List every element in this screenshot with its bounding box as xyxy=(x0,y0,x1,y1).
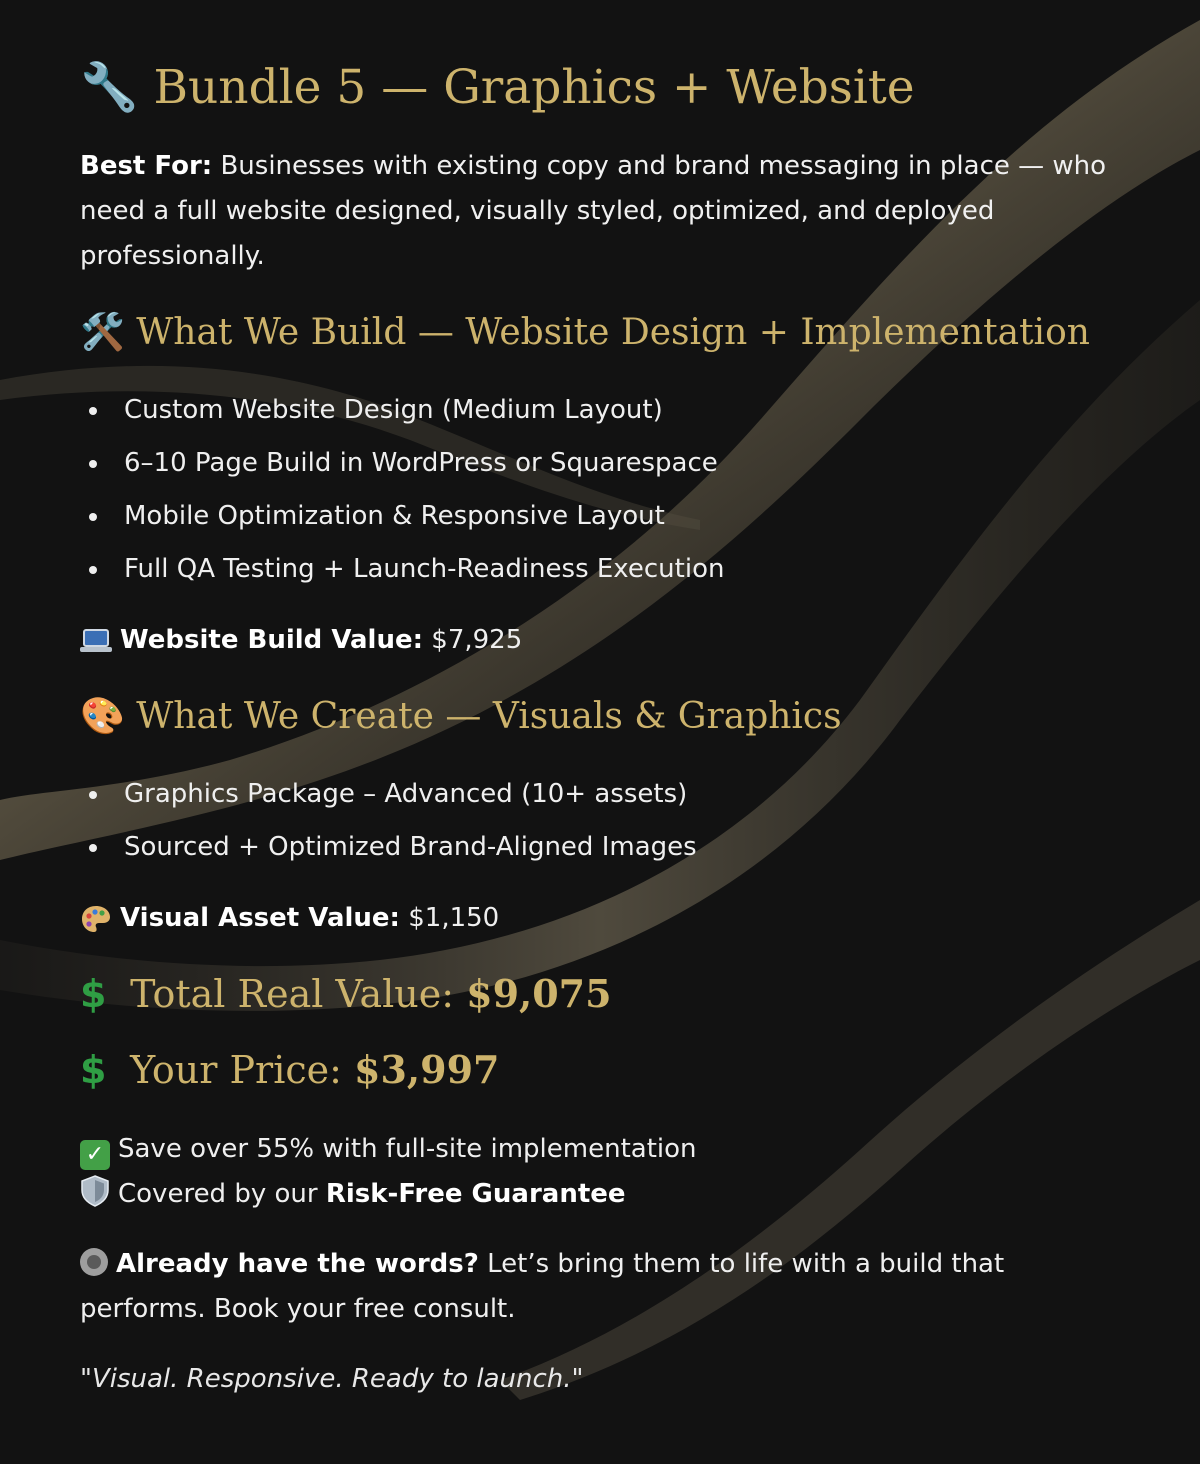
covered-text: Covered by our xyxy=(118,1179,326,1209)
savings-line xyxy=(80,1127,697,1172)
price-amount: $3,997 xyxy=(354,1047,500,1092)
cta-text: Let’s bring them to life with a build that performs. Book your free consult. xyxy=(80,1249,1005,1324)
dollar-icon: $ xyxy=(80,972,107,1016)
build-value-amount: $7,925 xyxy=(423,625,523,655)
guarantee-link: Risk-Free Guarantee xyxy=(325,1179,626,1209)
visual-asset-value xyxy=(80,896,499,940)
total-amount: $9,075 xyxy=(466,971,612,1016)
your-price xyxy=(80,1043,499,1097)
tagline-quote: "Visual. Responsive. Ready to launch." xyxy=(80,1364,584,1394)
list-item: 6–10 Page Build in WordPress or Squarespace xyxy=(80,437,724,490)
create-section-heading xyxy=(80,692,842,742)
dollar-icon: $ xyxy=(80,1048,107,1092)
visual-value-amount: $1,150 xyxy=(399,903,500,933)
website-build-value xyxy=(80,618,522,662)
palette-icon: 🎨 xyxy=(80,696,125,737)
build-list xyxy=(80,384,724,596)
hammer-wrench-icon: 🛠️ xyxy=(80,312,125,353)
cta-bold: Already have the words? xyxy=(116,1249,479,1279)
shield-icon xyxy=(80,1175,110,1207)
total-real-value xyxy=(80,967,612,1021)
check-icon: ✓ xyxy=(80,1140,110,1170)
build-value-label: Website Build Value: xyxy=(120,625,424,655)
intro-label: Best For: xyxy=(80,151,213,181)
wrench-icon: 🔧 xyxy=(80,60,139,115)
price-label: Your Price: xyxy=(130,1048,355,1092)
visual-value-label: Visual Asset Value: xyxy=(120,903,400,933)
radio-button-icon xyxy=(80,1248,108,1276)
list-item: Sourced + Optimized Brand-Aligned Images xyxy=(80,821,697,874)
intro-text: Businesses with existing copy and brand messaging in place — who need a full website designed, visually styled, optimized, and deployed professionally. xyxy=(80,151,1107,271)
laptop-icon xyxy=(80,628,112,654)
total-label: Total Real Value: xyxy=(130,972,467,1016)
guarantee-line xyxy=(80,1172,626,1217)
list-item: Custom Website Design (Medium Layout) xyxy=(80,384,724,437)
intro-paragraph xyxy=(80,144,1110,279)
list-item: Graphics Package – Advanced (10+ assets) xyxy=(80,768,697,821)
build-heading-text: What We Build — Website Design + Implementation xyxy=(136,312,1090,353)
create-heading-text: What We Create — Visuals & Graphics xyxy=(136,696,842,737)
palette-icon xyxy=(80,904,112,934)
build-section-heading xyxy=(80,308,1090,358)
cta-paragraph xyxy=(80,1242,1120,1332)
page-title xyxy=(80,56,915,120)
create-list xyxy=(80,768,697,874)
savings-text: Save over 55% with full-site implementation xyxy=(118,1134,697,1164)
list-item: Mobile Optimization & Responsive Layout xyxy=(80,490,724,543)
page-title-text: Bundle 5 — Graphics + Website xyxy=(153,60,915,115)
list-item: Full QA Testing + Launch-Readiness Execution xyxy=(80,543,724,596)
